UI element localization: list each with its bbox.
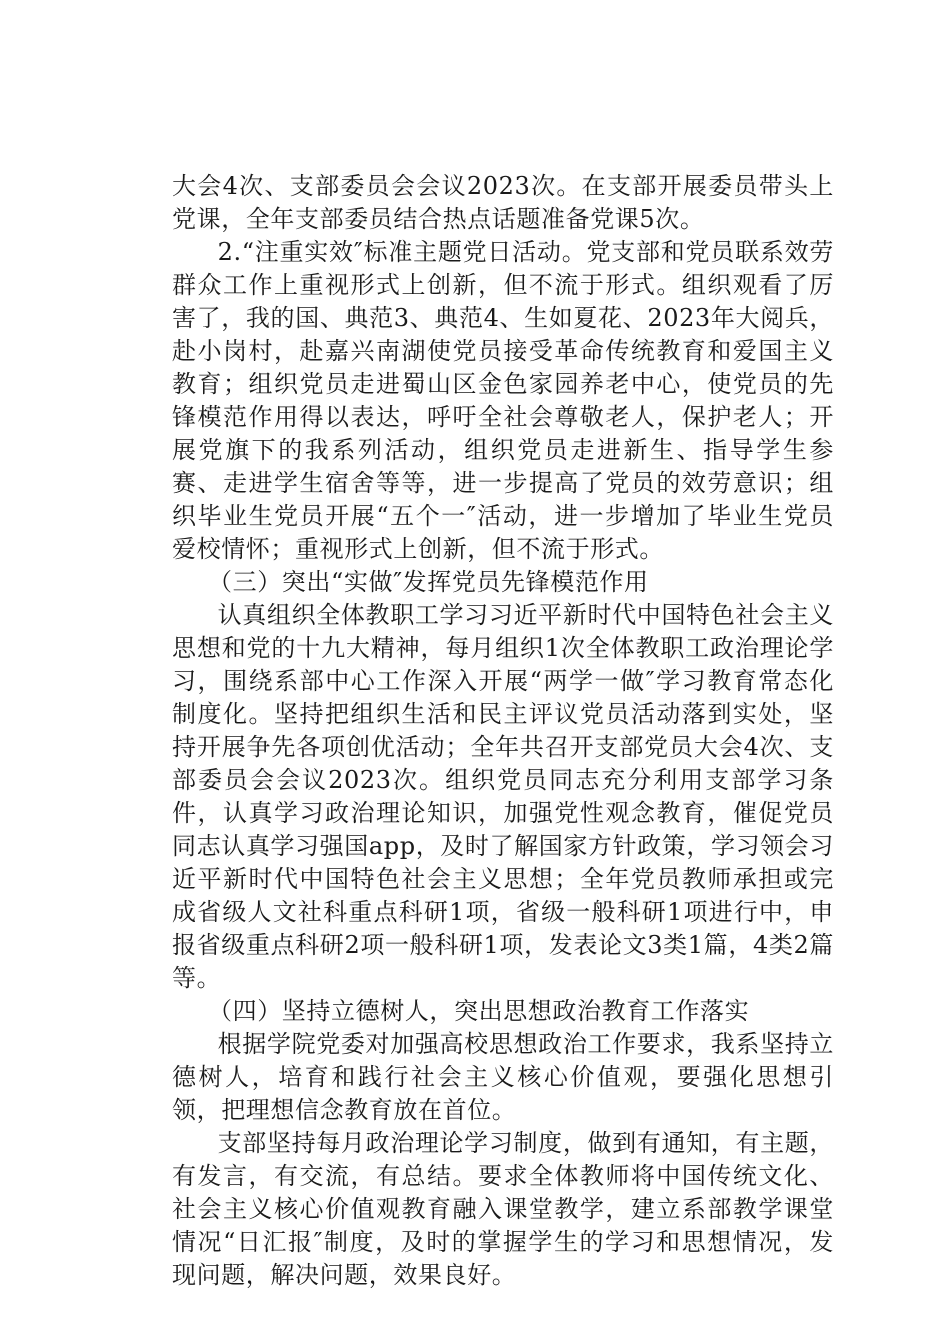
section-heading-4: （四）坚持立德树人，突出思想政治教育工作落实 <box>208 997 750 1025</box>
paragraph-study-organization: 认真组织全体教职工学习习近平新时代中国特色社会主义思想和党的十九大精神，每月组织1次全体教职工政治理论学习，围绕系部中心工作深入开展“两学一做″学习教育常态化制度化。坚持把组织生活和民主评议党员活动落到实处，坚持开展争先各项创优活动；全年共召开支部党员大会4次、支部委员会会议2023次。组织党员同志充分利用支部学习条件，认真学习政治理论知识，加强党性观念教育，催促党员同志认真学习强国app，及时了解国家方针政策，学习领会习近平新时代中国特色社会主义思想；全年党员教师承担或完成省级人文社科重点科研1项，省级一般科研1项进行中，申报省级重点科研2项一般科研1项，发表论文3类1篇，4类2篇等。 <box>172 601 834 992</box>
paragraph-theme-party-day: 2.“注重实效″标准主题党日活动。党支部和党员联系效劳群众工作上重视形式上创新，但不流于形式。组织观看了厉害了，我的国、典范3、典范4、生如夏花、2023年大阅兵，赴小岗村，赴嘉兴南湖使党员接受革命传统教育和爱国主义教育；组织党员走进蜀山区金色家园养老中心，使党员的先锋模范作用得以表达，呼吁全社会尊敬老人，保护老人；开展党旗下的我系列活动，组织党员走进新生、指导学生参赛、走进学生宿舍等等，进一步提高了党员的效劳意识；组织毕业生党员开展“五个一″活动，进一步增加了毕业生党员爱校情怀；重视形式上创新，但不流于形式。 <box>172 238 834 563</box>
paragraph-monthly-study: 支部坚持每月政治理论学习制度，做到有通知，有主题，有发言，有交流，有总结。要求全体教师将中国传统文化、社会主义核心价值观教育融入课堂教学，建立系部教学课堂情况“日汇报″制度，及时的掌握学生的学习和思想情况，发现问题，解决问题，效果良好。 <box>172 1129 834 1289</box>
document-body <box>172 170 834 1292</box>
paragraph-continuation: 大会4次、支部委员会会议2023次。在支部开展委员带头上党课，全年支部委员结合热点话题准备党课5次。 <box>172 172 834 233</box>
section-heading-3: （三）突出“实做″发挥党员先锋模范作用 <box>208 568 649 596</box>
paragraph-moral-education: 根据学院党委对加强高校思想政治工作要求，我系坚持立德树人，培育和践行社会主义核心价值观，要强化思想引领，把理想信念教育放在首位。 <box>172 1030 834 1124</box>
